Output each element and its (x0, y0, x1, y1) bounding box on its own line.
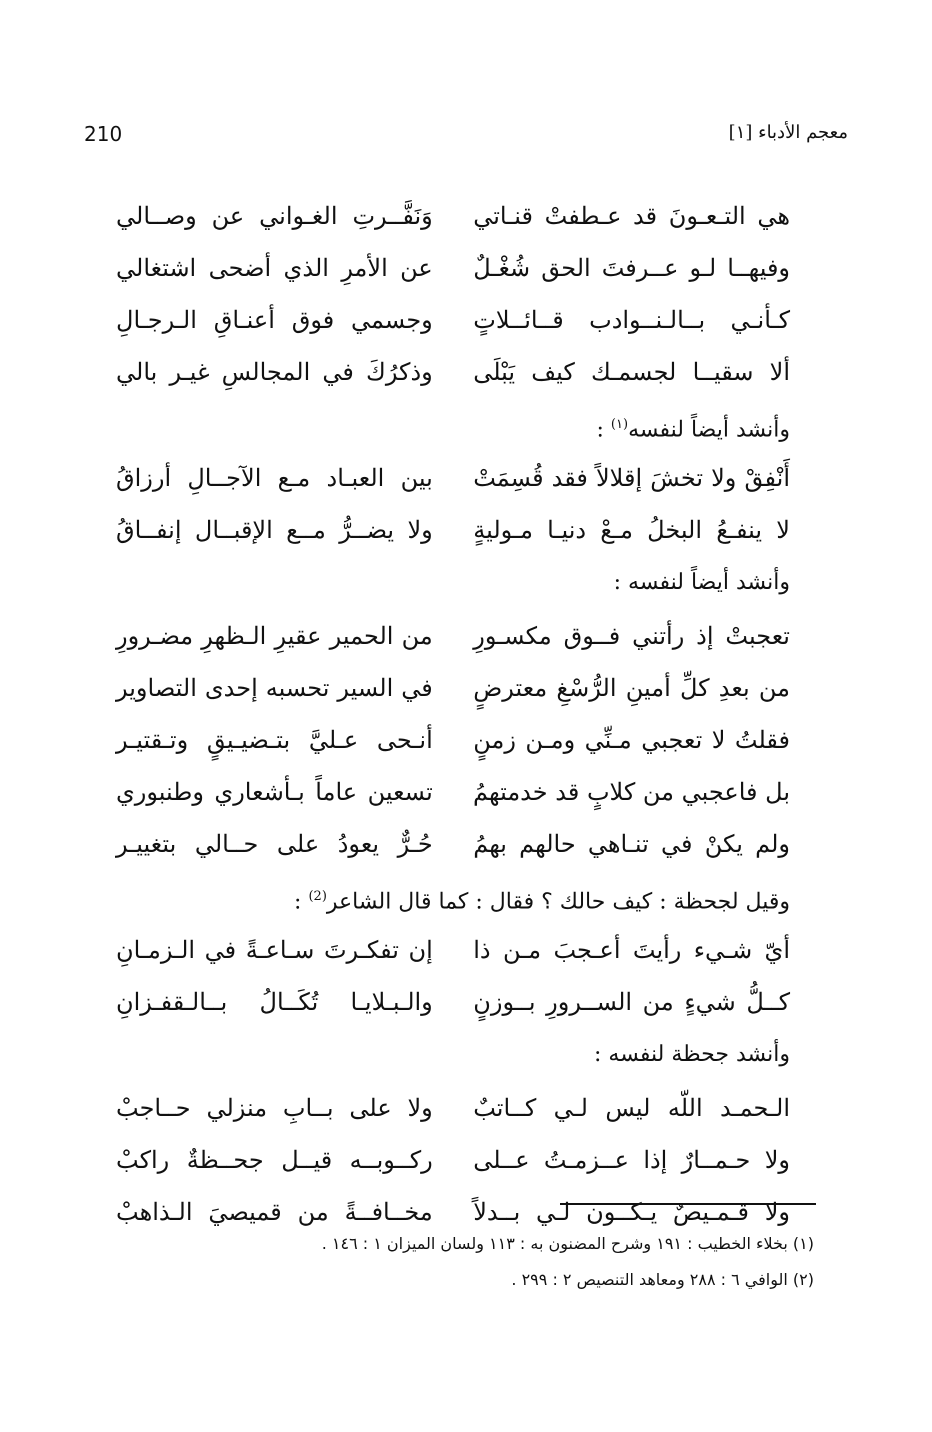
second-hemistich: تسعين عاماً بـأشعاري وطنبوري (116, 778, 433, 806)
second-hemistich: ولا يضــرُّ مــع الإقبــال إنفــاقُ (116, 516, 433, 544)
verse-line (116, 452, 790, 504)
first-hemistich: بل فاعجبي من كلابٍ قد خدمتهمُ (473, 778, 790, 806)
verse-line (116, 924, 790, 976)
verse-line (116, 504, 790, 556)
first-hemistich: وفيهــا لـو عــرفتَ الحق شُغْـلٌ (473, 254, 790, 282)
intro-colon: : (596, 417, 611, 443)
footnotes (322, 1226, 814, 1298)
verse-line (116, 714, 790, 766)
first-hemistich: من بعدِ كلِّ أمينِ الرُّسْغِ معترضٍ (473, 674, 790, 702)
verse-line (116, 976, 790, 1028)
intro-line (116, 556, 790, 610)
footnote-2: (٢) الوافي ٦ : ٢٨٨ ومعاهد التنصيص ٢ : ٢٩٩ . (511, 1270, 814, 1289)
page-number: 210 (84, 122, 123, 146)
verse-line (116, 346, 790, 398)
second-hemistich: ركــوبــه قيــل جحــظةٌ راكبْ (116, 1146, 433, 1174)
intro-text: وأنشد جحظة لنفسه : (594, 1042, 790, 1067)
verse-line (116, 190, 790, 242)
verse-line (116, 1134, 790, 1186)
intro-text: وأنشد أيضاً لنفسه (628, 417, 790, 443)
second-hemistich: وذكرُكَ في المجالسِ غيـر بالي (116, 358, 433, 386)
first-hemistich: ولا حـمــارٌ إذا عــزمـتُ عــلى (473, 1146, 790, 1174)
verse-line (116, 818, 790, 870)
first-hemistich: هي التـعـونَ قد عـطفتْ قنـاتي (473, 202, 790, 230)
second-hemistich: في السير تحسبه إحدى التصاوير (116, 674, 433, 702)
verse-line (116, 242, 790, 294)
second-hemistich: عن الأمرِ الذي أضحى اشتغالي (116, 254, 433, 282)
page-header (84, 122, 848, 158)
verse-line (116, 1082, 790, 1134)
second-hemistich: وَنَفَّــرتِ الغـواني عن وصــالي (116, 202, 433, 230)
second-hemistich: مخــافــةً من قميصيَ الـذاهبْ (116, 1198, 433, 1226)
intro-text: وأنشد أيضاً لنفسه : (613, 570, 790, 595)
first-hemistich: فقلتُ لا تعجبي مـنِّي ومـن زمنٍ (473, 726, 790, 754)
first-hemistich: أَنْفِقْ ولا تخشَ إقلالاً فقد قُسِمَتْ (473, 464, 790, 492)
verse-line (116, 294, 790, 346)
intro-colon: : (294, 889, 309, 915)
first-hemistich: كــلُّ شيءٍ من الســرورِ بــوزنٍ (473, 988, 790, 1016)
second-hemistich: والـبـلايـا تُكَــالُ بــالـقفـزانِ (116, 988, 433, 1016)
intro-line (116, 1028, 790, 1082)
verse-line (116, 766, 790, 818)
running-title: معجم الأدباء [١] (728, 122, 848, 143)
first-hemistich: كـأنـي بــالـنــوادب قــائــلاتٍ (473, 306, 790, 334)
verse-line (116, 662, 790, 714)
first-hemistich: ولم يكنْ في تنـاهي حالهم بهمُ (473, 830, 790, 858)
second-hemistich: من الحمير عقيرِ الـظهرِ مضـرورِ (116, 622, 433, 650)
first-hemistich: تعجبتْ إذ رأتني فــوق مكسـورِ (473, 622, 790, 650)
second-hemistich: بين العبـاد مـع الآجــالِ أرزاقُ (116, 464, 433, 492)
second-hemistich: إن تفكـرتَ سـاعـةً في الـزمـانِ (116, 936, 433, 964)
verse-line (116, 610, 790, 662)
intro-text: وقيل لجحظة : كيف حالك ؟ فقال : كما قال الشاعر (326, 889, 790, 915)
first-hemistich: ألا سقيــا لجسمـك كيف يَبْلَى (473, 358, 790, 386)
second-hemistich: ولا على بــابِ منزلي حــاجبْ (116, 1094, 433, 1122)
second-hemistich: وجسمي فوق أعنـاقِ الـرجـالِ (116, 306, 433, 334)
intro-line (116, 398, 790, 452)
second-hemistich: أنـحى عـليَّ بتـضيـيقٍ وتـقتيـر (116, 726, 433, 754)
footnote-1: (١) بخلاء الخطيب : ١٩١ وشرح المضنون به : ١١٣ ولسان الميزان ١ : ١٤٦ . (321, 1234, 814, 1253)
first-hemistich: أيّ شـيء رأيتَ أعـجبَ مـن ذا (473, 936, 790, 964)
footnote-reference: (2) (308, 889, 327, 904)
footnote-rule (560, 1203, 816, 1205)
poem-content (116, 190, 790, 1238)
second-hemistich: حُـرٌّ يعودُ على حــالي بتغييـر (116, 830, 433, 858)
first-hemistich: الـحمـد اللّه ليس لـي كــاتبٌ (473, 1094, 790, 1122)
first-hemistich: ولا قـمـيصٌ يـكــون لـي بــدلاً (473, 1198, 790, 1226)
footnote-reference: (١) (610, 417, 629, 432)
first-hemistich: لا ينفـعُ البخلُ مـعْ دنيـا مـوليةٍ (473, 516, 790, 544)
intro-line (116, 870, 790, 924)
